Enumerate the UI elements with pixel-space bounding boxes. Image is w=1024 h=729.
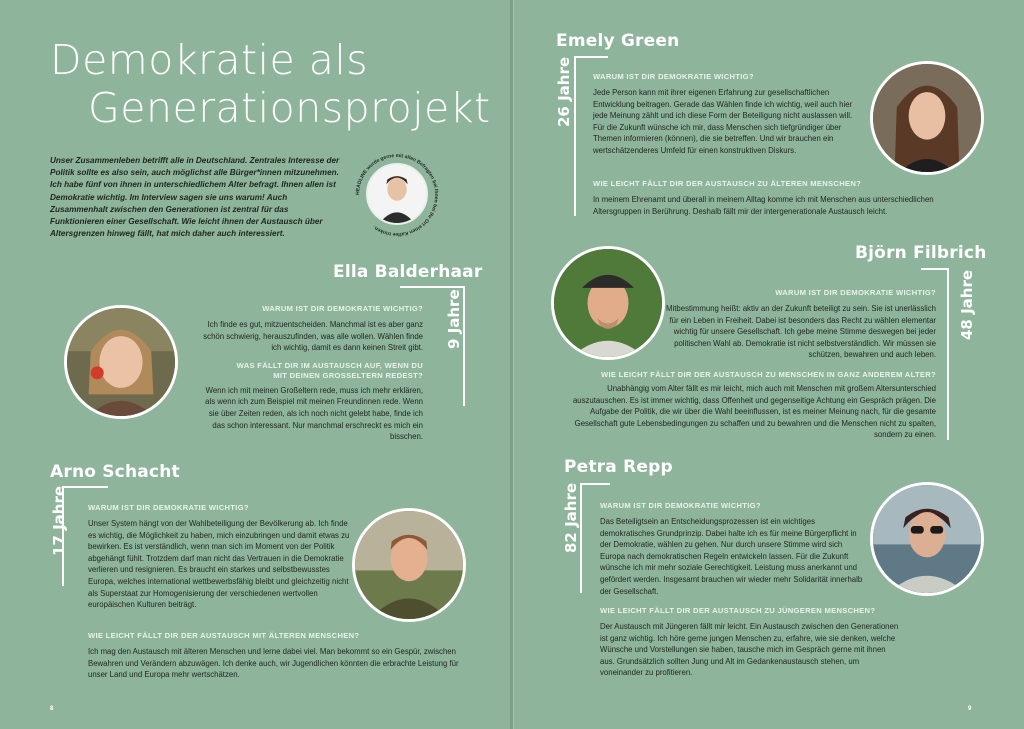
arno-question-2: WIE LEICHT FÄLLT DIR DER AUSTAUSCH MIT ÄLTEREN MENSCHEN? bbox=[88, 631, 360, 640]
bjoern-age: 48 Jahre bbox=[958, 269, 976, 340]
petra-frame-side bbox=[580, 483, 582, 593]
ella-frame-side bbox=[463, 286, 465, 406]
arno-interview-1 bbox=[88, 503, 350, 611]
bjoern-photo bbox=[551, 246, 665, 360]
petra-age: 82 Jahre bbox=[562, 482, 580, 553]
petra-answer-2: Der Austausch mit Jüngeren fällt mir leicht. Ein Austausch zwischen den Generationen ist ganz wichtig. Ich höre gerne jungen Menschen zu, erfahre, wie sie denken, welche Wünsche und Vorstellungen sie haben, tausche mich im Gespräch gerne mit ihnen aus. Grundsätzlich sollten Jung und Alt im Gedankenaustausch stehen, um voneinander zu profitieren. bbox=[600, 622, 899, 678]
ella-age: 9 Jahre bbox=[445, 289, 463, 349]
ella-answer-2: Wenn ich mit meinen Großeltern rede, muss ich mehr erklären, als wenn ich zum Beispiel mit meinen Freundinnen rede. Wenn sie über Zeiten reden, als ich noch nicht gelebt habe, finde ich das schon interessant. Nur manchmal erschreckt es mich ein bisschen. bbox=[205, 385, 423, 442]
arno-interview-2 bbox=[88, 631, 468, 681]
ella-name: Ella Balderhaar bbox=[333, 262, 483, 282]
bjoern-frame-top bbox=[921, 268, 948, 270]
ella-photo bbox=[64, 305, 178, 419]
page-gutter-highlight bbox=[513, 0, 514, 729]
author-caption-text: HEADLINE wurde gerne mit allen Befragten bei Ihnen bei Ihr Ort einen Kaffee trinken. bbox=[354, 152, 440, 238]
page-number-right: 9 bbox=[968, 706, 972, 712]
emely-interview-1 bbox=[593, 72, 858, 157]
bjoern-frame-side bbox=[947, 268, 949, 440]
emely-answer-1: Jede Person kann mit ihrer eigenen Erfahrung zur gesellschaftlichen Entwicklung beitragen. Gerade das Wählen finde ich wichtig, weil auch hier jede Meinung zählt und ich diese Form der Beteiligung nicht auslassen will. Für die Zukunft wünsche ich mir, dass Menschen sich tiefgründiger über Themen informieren (können), die sie betreffen. Und wir brauchen ein wertschätzenderes Umfeld für einen konstruktiven Diskurs. bbox=[593, 88, 853, 155]
arno-name: Arno Schacht bbox=[50, 462, 180, 482]
emely-question-1: WARUM IST DIR DEMOKRATIE WICHTIG? bbox=[593, 72, 754, 81]
ella-answer-1: Ich finde es gut, mitzuentscheiden. Manchmal ist es aber ganz schön schwierig, herauszufinden, was alle wollen. Wählen finde ich wichtig, damit es dann keinen Streit gibt. bbox=[203, 320, 423, 353]
arno-frame-top bbox=[62, 486, 108, 488]
petra-question-2: WIE LEICHT FÄLLT DIR DER AUSTAUSCH ZU JÜNGEREN MENSCHEN? bbox=[600, 606, 876, 615]
ella-interview bbox=[198, 304, 423, 443]
petra-question-1: WARUM IST DIR DEMOKRATIE WICHTIG? bbox=[600, 501, 761, 510]
arno-age: 17 Jahre bbox=[50, 485, 68, 556]
arno-answer-2: Ich mag den Austausch mit älteren Menschen und lerne dabei viel. Man bekommt so ein Gespür, zwischen Bewahren und Verändern abzuwägen. Ich denke auch, wir Jugendlichen könnten die erbrachte Leistung für unser Land und Europa mehr wertschätzen. bbox=[88, 647, 459, 680]
ella-question-2 bbox=[198, 361, 423, 381]
arno-photo bbox=[352, 508, 466, 622]
bjoern-question-2: WIE LEICHT FÄLLT DIR DER AUSTAUSCH ZU MENSCHEN IN GANZ ANDEREM ALTER? bbox=[601, 370, 936, 379]
emely-answer-2: In meinem Ehrenamt und überall in meinem Alltag komme ich mit Menschen aus unterschiedlichen Altersgruppen in Berührung. Deshalb fällt mir der intergenerationale Austausch leicht. bbox=[593, 195, 934, 216]
bjoern-answer-1: Mitbestimmung heißt: aktiv an der Zukunft beteiligt zu sein. Sie ist unerlässlich für ein Leben in Freiheit. Dabei ist besonders das Recht zu wählen elementar wichtig für unsere Gesellschaft. Ich gebe meine Stimme deswegen bei jeder politischen Wahl ab. Demokratie ist nicht selbstverständlich. Wir müssen sie schützen, bewahren und auch leben. bbox=[666, 304, 936, 360]
petra-name: Petra Repp bbox=[564, 457, 673, 477]
petra-interview-1 bbox=[600, 501, 868, 597]
ella-question-1: WARUM IST DIR DEMOKRATIE WICHTIG? bbox=[262, 304, 423, 313]
petra-interview-2 bbox=[600, 606, 900, 679]
ella-question-2-line-2: MIT DEINEN GROSSELTERN REDEST? bbox=[273, 370, 423, 380]
emely-photo bbox=[870, 61, 984, 175]
emely-frame-top bbox=[574, 56, 608, 58]
emely-interview-2 bbox=[593, 179, 983, 217]
emely-name: Emely Green bbox=[556, 31, 680, 51]
article-title bbox=[50, 36, 491, 132]
emely-question-2: WIE LEICHT FÄLLT DIR DER AUSTAUSCH ZU ÄLTEREN MENSCHEN? bbox=[593, 179, 862, 188]
title-line-2: Generationsprojekt bbox=[88, 84, 491, 132]
bjoern-interview-2 bbox=[566, 370, 936, 441]
author-photo bbox=[366, 163, 428, 225]
intro-text: Unser Zusammenleben betrifft alle in Deutschland. Zentrales Interesse der Politik sollte es also sein, auch möglichst alle Bürger*innen mitzunehmen. Ich habe fünf von ihnen in unterschiedlichem Alter befragt. Ihnen allen ist Demokratie wichtig. Im Interview sagen sie uns warum! Auch Zusammenhalt zwischen den Generationen ist zentral für das Funktionieren einer Gesellschaft. Wie leicht ihnen der Austausch über Altersgrenzen hinweg fällt, hat mich daher auch interessiert. bbox=[50, 156, 340, 239]
title-line-1: Demokratie als bbox=[50, 36, 369, 84]
bjoern-interview-1 bbox=[660, 288, 936, 361]
page-number-left: 8 bbox=[50, 706, 54, 712]
petra-answer-1: Das Beteiligtsein an Entscheidungsprozessen ist ein wichtiges demokratisches Grundprinzip. Dabei halte ich es für meine Bürgerpflicht in der Demokratie, wählen zu gehen. Nur durch unsere Stimme wird sich Europa nach demokratischen Regeln entwickeln lassen. Für die Zukunft wünsche ich mir mehr soziale Gerechtigkeit. Leistung muss anerkannt und gefördert werden. Insgesamt brauchen wir wieder mehr Solidarität innerhalb der Gesellschaft. bbox=[600, 517, 863, 596]
arno-question-1: WARUM IST DIR DEMOKRATIE WICHTIG? bbox=[88, 503, 249, 512]
bjoern-answer-2: Unabhängig vom Alter fällt es mir leicht, mich auch mit Menschen mit großem Altersunterschied auszutauschen. Es ist immer wichtig, dass Offenheit und gegenseitige Achtung ein Gespräch prägen. Die Aufgabe der Politik, die wir über die Wahl beeinflussen, ist es meiner Meinung nach, für die gesamte Gesellschaft gute Lebensbedingungen zu schaffen und zu bewahren und die Menschen nicht zu spalten, sondern zu einen. bbox=[572, 384, 936, 440]
ella-frame-top bbox=[400, 286, 464, 288]
ella-question-2-line-1: WAS FÄLLT DIR IM AUSTAUSCH AUF, WENN DU bbox=[236, 360, 423, 370]
emely-age: 26 Jahre bbox=[555, 56, 573, 127]
petra-photo bbox=[870, 482, 984, 596]
petra-frame-top bbox=[580, 483, 610, 485]
bjoern-name: Björn Filbrich bbox=[855, 243, 987, 263]
arno-answer-1: Unser System hängt von der Wahlbeteiligung der Bevölkerung ab. Ich finde es wichtig, die Möglichkeit zu haben, mich einzubringen und damit etwas zu bewirken. Es ist verständlich, wenn man sich im Moment von der Politik abgehängt fühlt. Trotzdem darf man nicht das Vertrauen in die Demokratie verlieren und resignieren. Es braucht ein starkes und selbstbewusstes Europa, welches international wettbewerbsfähig bleibt und gleichzeitig nicht als Superstaat zur Homogenisierung der verschiedenen wertvollen europäischen Kulturen beiträgt. bbox=[88, 519, 350, 610]
emely-frame-side bbox=[574, 56, 576, 216]
bjoern-question-1: WARUM IST DIR DEMOKRATIE WICHTIG? bbox=[775, 288, 936, 297]
